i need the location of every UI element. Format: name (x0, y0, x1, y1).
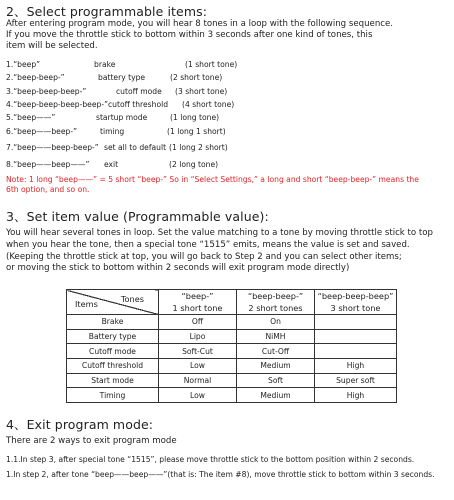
section-3-body-line-3: (Keeping the throttle stick at top, you will go back to Step 2 and you can select other items; (6, 252, 402, 262)
table-cell: Super soft (315, 373, 397, 388)
table-cell (315, 344, 397, 359)
list-item-tone: 2.“beep-beep-” (6, 73, 65, 82)
table-cell: Low (159, 359, 237, 374)
table-cell: High (315, 359, 397, 374)
row-label: Battery type (67, 329, 159, 344)
section-2-heading: 2、Select programmable items: (6, 4, 208, 19)
table-row (67, 359, 397, 374)
list-item-name: exit (104, 160, 119, 169)
table-row (67, 329, 397, 344)
column-header (237, 290, 315, 315)
table-cell: Soft-Cut (159, 344, 237, 359)
list-item-name: startup mode (96, 113, 148, 122)
section-2-intro-line-2: If you move the throttle stick to bottom within 3 seconds after one kind of tones, this (6, 30, 373, 40)
list-item-name: brake (94, 60, 116, 69)
corner-tones-label: Tones (120, 294, 144, 304)
column-header (315, 290, 397, 315)
list-item-note: (1 long 2 short) (169, 143, 228, 152)
row-label: Cutoff mode (67, 344, 159, 359)
list-item-note: (1 short tone) (185, 60, 238, 69)
note-line-1: Note: 1 long “beep——” = 5 short “beep-” So in “Select Settings,” a long and short “beep-beep-” means the (6, 175, 419, 184)
list-item-name: timing (100, 127, 125, 136)
table-row (67, 315, 397, 330)
section-4-intro: There are 2 ways to exit program mode (6, 436, 177, 446)
list-item-note: (2 long tone) (169, 160, 219, 169)
section-3-heading: 3、Set item value (Programmable value): (6, 209, 269, 224)
column-header-desc: 3 short tone (330, 303, 381, 313)
table-cell: Normal (159, 373, 237, 388)
table-cell: Cut-Off (237, 344, 315, 359)
exit-step-2: 1.In step 2, after tone “beep——beep——”(that is: The item #8), move throttle stick to bottom within 3 seconds. (6, 470, 435, 479)
list-item-tone: 4.“beep-beep-beep-beep-” (6, 100, 109, 109)
programmable-values-table (66, 289, 397, 403)
note-line-2: 6th option, and so on. (6, 185, 90, 194)
table-cell (315, 329, 397, 344)
column-header (159, 290, 237, 315)
corner-items-label: Items (75, 299, 98, 309)
list-item-tone: 5.“beep——” (6, 113, 56, 122)
table-cell: Lipo (159, 329, 237, 344)
list-item-note: (1 long tone) (170, 113, 220, 122)
list-item-note: (2 short tone) (170, 73, 223, 82)
section-3-body-line-1: You will hear several tones in loop. Set the value matching to a tone by moving throttle stick to top (6, 228, 433, 238)
column-header-desc: 2 short tones (248, 303, 303, 313)
list-item-name: cutoff mode (116, 87, 162, 96)
row-label: Start mode (67, 373, 159, 388)
list-item-tone: 6.“beep——beep-” (6, 127, 78, 136)
table-corner-cell (67, 290, 159, 315)
list-item-note: (3 short tone) (175, 87, 228, 96)
table-cell: NiMH (237, 329, 315, 344)
section-3-body-line-4: or moving the stick to bottom within 2 seconds will exit program mode directly) (6, 263, 350, 273)
section-4-heading: 4、Exit program mode: (6, 417, 154, 432)
list-item-note: (4 short tone) (182, 100, 235, 109)
table-row (67, 344, 397, 359)
row-label: Cutoff threshold (67, 359, 159, 374)
list-item-tone: 1.“beep” (6, 60, 41, 69)
table-cell: Medium (237, 359, 315, 374)
exit-step-1: 1.1.In step 3, after special tone “1515”, please move throttle stick to the bottom position within 2 seconds. (6, 455, 415, 464)
column-header-tone: “beep-beep-” (247, 291, 304, 301)
list-item-tone: 7.“beep——beep-beep-” (6, 143, 99, 152)
table-cell: Medium (237, 388, 315, 403)
list-item-tone: 8.“beep——beep——” (6, 160, 90, 169)
section-2-intro-line-1: After entering program mode, you will hear 8 tones in a loop with the following sequence. (6, 19, 394, 29)
table-cell: Soft (237, 373, 315, 388)
table-cell: On (237, 315, 315, 330)
list-item-name: set all to default (104, 143, 167, 152)
table-cell: High (315, 388, 397, 403)
row-label: Brake (67, 315, 159, 330)
column-header-desc: 1 short tone (172, 303, 223, 313)
column-header-tone: “beep-” (181, 291, 214, 301)
list-item-note: (1 long 1 short) (167, 127, 226, 136)
column-header-tone: “beep-beep-beep” (317, 291, 394, 301)
table-cell (315, 315, 397, 330)
list-item-tone: 3.“beep-beep-beep-” (6, 87, 87, 96)
list-item-name: cutoff threshold (108, 100, 169, 109)
section-3-body-line-2: when you hear the tone, then a special tone “1515” emits, means the value is set and saved. (6, 240, 410, 250)
table-header-row (67, 290, 397, 315)
table-cell: Low (159, 388, 237, 403)
list-item-name: battery type (98, 73, 146, 82)
row-label: Timing (67, 388, 159, 403)
section-2-intro-line-3: item will be selected. (6, 41, 98, 51)
table-cell: Off (159, 315, 237, 330)
table-row (67, 373, 397, 388)
table-row (67, 388, 397, 403)
